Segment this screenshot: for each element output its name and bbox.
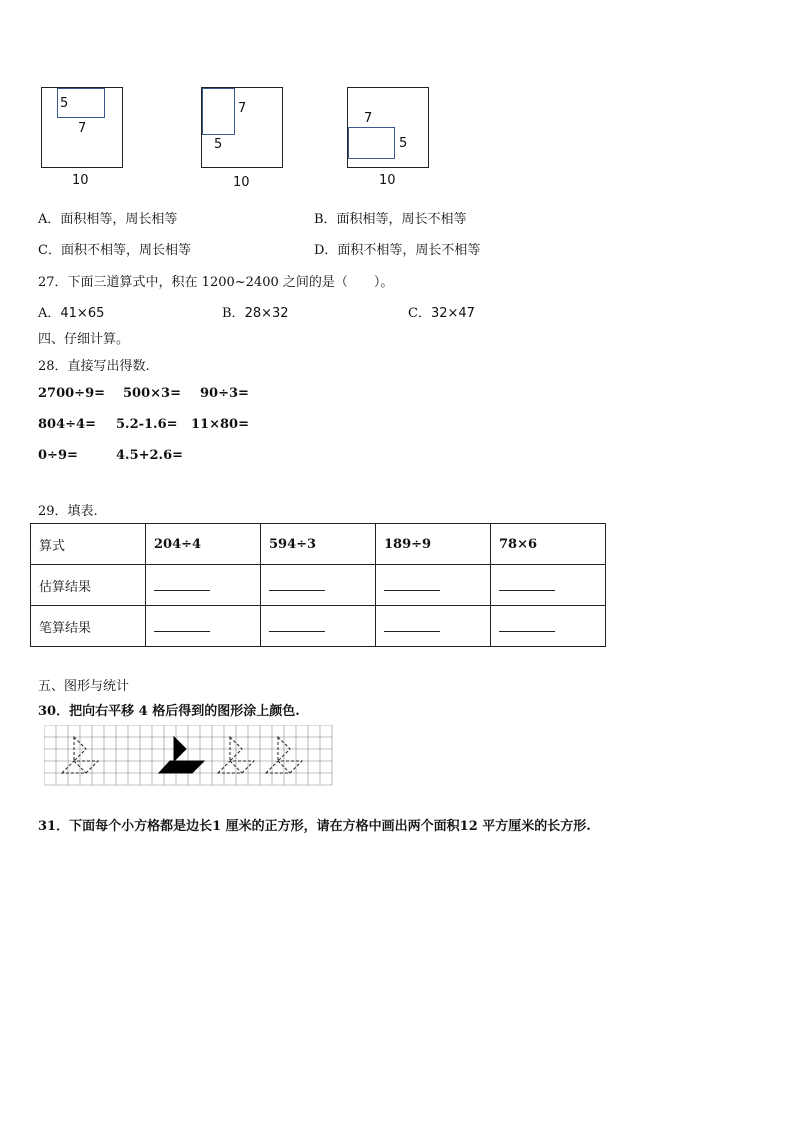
q29-table: [30, 523, 606, 647]
answer-blank[interactable]: [154, 617, 210, 632]
q30-stem: 30．把向右平移 4 格后得到的图形涂上颜色.: [38, 704, 300, 719]
q27-option-a-label: A．: [38, 306, 61, 321]
section-5-heading: 五、图形与统计: [38, 679, 130, 694]
figure-1-label-height: 5: [60, 96, 69, 111]
q28-item-2: 500×3=: [123, 386, 181, 401]
table-row: [31, 524, 606, 565]
figure-2-label-height: 7: [238, 101, 247, 116]
table-header-cell: 78×6: [491, 524, 606, 565]
q27-option-b-expr: 28×32: [244, 306, 289, 321]
q28-stem: 28．直接写出得数.: [38, 359, 150, 374]
figure-2-label-width: 5: [214, 137, 223, 152]
q28-item-4: 804÷4=: [38, 417, 96, 432]
q26-option-d[interactable]: D．面积不相等，周长不相等: [314, 243, 481, 258]
answer-blank[interactable]: [499, 576, 555, 591]
q29-stem: 29．填表.: [38, 504, 98, 519]
table-row: [31, 565, 606, 606]
figure-2-inner-rect: [202, 88, 235, 135]
q27-stem: 27．下面三道算式中，积在 1200~2400 之间的是（ ）。: [38, 275, 394, 290]
q28-item-6: 11×80=: [191, 417, 249, 432]
row-label-written: 笔算结果: [31, 606, 146, 647]
answer-blank-cell: [491, 565, 606, 606]
q26-option-a[interactable]: A．面积相等，周长相等: [38, 212, 178, 227]
answer-blank[interactable]: [269, 617, 325, 632]
answer-blank-cell: [146, 565, 261, 606]
q28-item-1: 2700÷9=: [38, 386, 106, 401]
q31-stem: 31．下面每个小方格都是边长1 厘米的正方形，请在方格中画出两个面积12 平方厘米的长方形.: [38, 819, 591, 834]
answer-blank[interactable]: [384, 576, 440, 591]
table-header-cell: 204÷4: [146, 524, 261, 565]
q26-option-c[interactable]: C．面积不相等，周长相等: [38, 243, 191, 258]
figure-1-label-width: 7: [78, 121, 87, 136]
figure-3-label-width: 7: [364, 111, 373, 126]
answer-blank-cell: [376, 606, 491, 647]
answer-blank-cell: [261, 606, 376, 647]
q27-option-b[interactable]: [222, 302, 289, 321]
answer-blank[interactable]: [154, 576, 210, 591]
q27-option-a[interactable]: [38, 302, 104, 321]
figure-2-label-outer: 10: [233, 175, 250, 190]
answer-blank-cell: [376, 565, 491, 606]
table-header-cell: 算式: [31, 524, 146, 565]
answer-blank[interactable]: [499, 617, 555, 632]
q27-option-a-expr: 41×65: [60, 306, 105, 321]
q27-option-c-expr: 32×47: [430, 306, 475, 321]
q28-item-7: 0÷9=: [38, 448, 78, 463]
table-header-cell: 189÷9: [376, 524, 491, 565]
row-label-estimate: 估算结果: [31, 565, 146, 606]
table-header-cell: 594÷3: [261, 524, 376, 565]
section-4-heading: 四、仔细计算。: [38, 332, 130, 347]
q28-item-5: 5.2-1.6=: [116, 417, 178, 432]
q26-option-b[interactable]: B．面积相等，周长不相等: [314, 212, 467, 227]
figure-1-label-outer: 10: [72, 173, 89, 188]
q30-grid-figure: [44, 725, 334, 787]
answer-blank-cell: [261, 565, 376, 606]
q28-item-3: 90÷3=: [200, 386, 249, 401]
solid-boat: [159, 737, 204, 773]
q28-item-8: 4.5+2.6=: [116, 448, 184, 463]
q27-option-c[interactable]: [408, 302, 475, 321]
answer-blank[interactable]: [384, 617, 440, 632]
q27-option-c-label: C．: [408, 306, 431, 321]
answer-blank-cell: [491, 606, 606, 647]
table-row: [31, 606, 606, 647]
figure-3-label-outer: 10: [379, 173, 396, 188]
figure-3-inner-rect: [348, 127, 395, 159]
answer-blank[interactable]: [269, 576, 325, 591]
answer-blank-cell: [146, 606, 261, 647]
grid-lines: [44, 725, 332, 785]
figure-3-label-height: 5: [399, 136, 408, 151]
q27-option-b-label: B．: [222, 306, 245, 321]
